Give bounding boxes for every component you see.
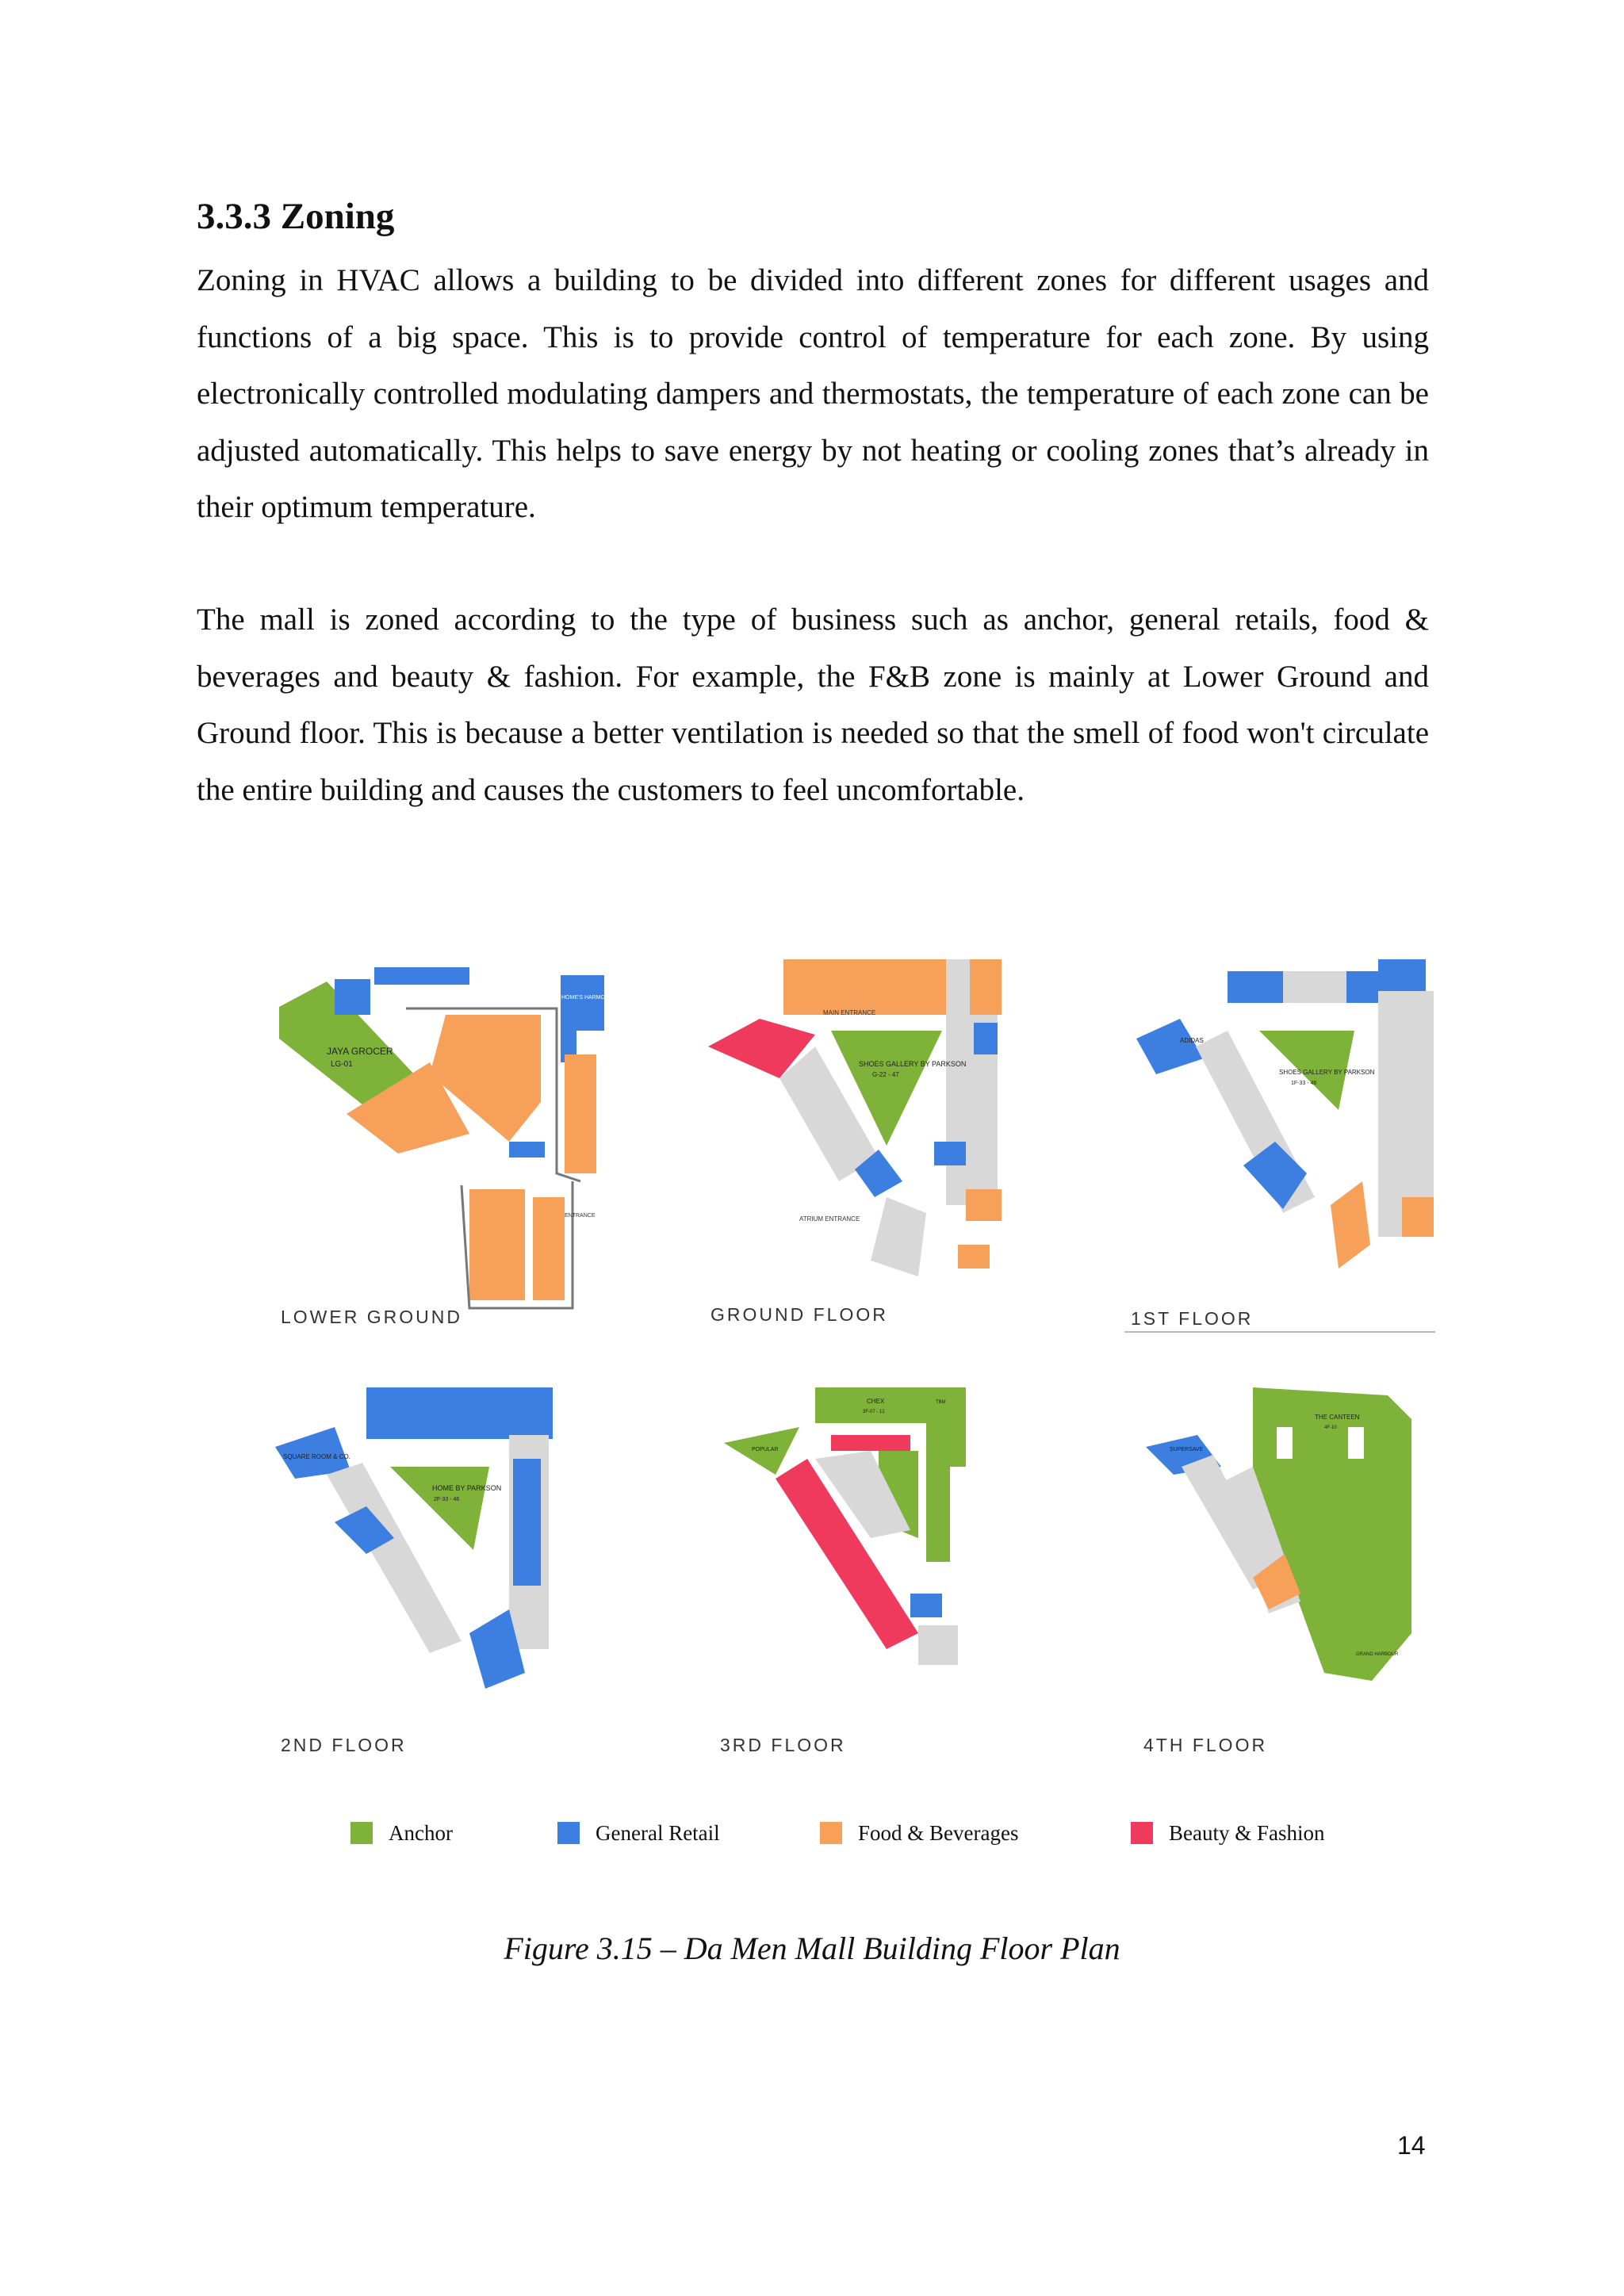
anchor-name-label: JAYA GROCER	[327, 1046, 393, 1057]
floor-plan-drawing	[1124, 943, 1457, 1316]
main-entrance-label: MAIN ENTRANCE	[823, 1009, 876, 1016]
floor-label: 3RD FLOOR	[720, 1735, 846, 1755]
anchor-name-label: SHOES GALLERY BY PARKSON	[1279, 1069, 1375, 1076]
legend-general-retail	[557, 1820, 720, 1846]
anchor-unit-label: LG-01	[331, 1060, 353, 1069]
floor-plan-lower-ground	[271, 943, 613, 1327]
legend-beauty-fashion	[1131, 1820, 1325, 1846]
legend-anchor	[350, 1820, 453, 1846]
floor-plan-drawing	[271, 943, 613, 1316]
paragraph-mall-zones: The mall is zoned according to the type of business such as anchor, general retails, food & beverages and beauty & fashion. For example, the F&B zone is mainly at Lower Ground and Ground floor. This is because a better ventilation is needed so that the smell of food won't circulate the entire building and causes the customers to feel uncomfortable.	[197, 603, 1429, 807]
legend-label: Anchor	[389, 1820, 453, 1845]
floor-label: LOWER GROUND	[281, 1307, 462, 1327]
shop-label-2: TBM	[936, 1400, 946, 1405]
anchor-name-label: SHOES GALLERY BY PARKSON	[859, 1060, 967, 1068]
entrance-label: ENTRANCE	[565, 1213, 596, 1219]
shop-label: SQUARE ROOM & CO.	[283, 1453, 350, 1460]
floor-plan-2nd-floor	[271, 1372, 604, 1755]
anchor-name-label: THE CANTEEN	[1315, 1414, 1360, 1421]
section-heading: 3.3.3 Zoning	[197, 196, 395, 237]
legend-label: General Retail	[596, 1820, 720, 1845]
legend-label: Food & Beverages	[858, 1820, 1019, 1845]
shop-label: ADIDAS	[1180, 1037, 1204, 1044]
legend-swatch	[557, 1822, 580, 1844]
anchor-name-label: CHEX	[867, 1398, 885, 1405]
shop-label: POPULAR	[752, 1447, 779, 1452]
shop-label-2: GRAND HARBOUR	[1356, 1652, 1399, 1657]
atrium-entrance-label: ATRIUM ENTRANCE	[799, 1215, 860, 1223]
anchor-unit-label: 1F-33 - 46	[1291, 1081, 1317, 1086]
legend-swatch	[350, 1822, 373, 1844]
page-number: 14	[1397, 2131, 1426, 2160]
legend-label: Beauty & Fashion	[1169, 1820, 1325, 1845]
paragraph-zoning-intro: Zoning in HVAC allows a building to be divided into different zones for different usages and functions of a big space. This is to provide control of temperature for each zone. By using electronically controlled modulating dampers and thermostats, the temperature of each zone can be adjusted automatically. This helps to save energy by not heating or cooling zones that’s already in their optimum temperature.	[197, 263, 1429, 524]
shop-label: HOME'S HARMONY	[561, 995, 613, 1001]
floor-plan-4th-floor	[1134, 1372, 1467, 1755]
floor-label: 4TH FLOOR	[1143, 1735, 1268, 1755]
anchor-unit-label: 4F-10	[1324, 1425, 1337, 1430]
floor-plan-drawing	[712, 1372, 1045, 1744]
floor-label: 1ST FLOOR	[1131, 1308, 1254, 1329]
anchor-name-label: HOME BY PARKSON	[432, 1484, 502, 1492]
legend-swatch	[1131, 1822, 1153, 1844]
figure-caption: Figure 3.15 – Da Men Mall Building Floor Plan	[504, 1931, 1120, 1966]
anchor-unit-label: G-22 - 47	[872, 1071, 899, 1078]
floor-plan-drawing	[271, 1372, 604, 1744]
floor-plan-drawing	[704, 943, 1037, 1316]
floor-label: GROUND FLOOR	[710, 1304, 888, 1325]
shop-label: SUPERSAVE	[1170, 1447, 1204, 1452]
floor-plan-drawing	[1134, 1372, 1467, 1744]
floor-plan-ground-floor	[704, 943, 1037, 1325]
legend-food-beverages	[820, 1820, 1018, 1846]
floor-plan-3rd-floor	[712, 1372, 1045, 1755]
anchor-unit-label: 2F-33 - 46	[434, 1497, 460, 1502]
floor-plan-1st-floor	[1124, 943, 1457, 1329]
legend-swatch	[820, 1822, 842, 1844]
anchor-unit-label: 3F-07 - 12	[863, 1410, 885, 1414]
floor-label: 2ND FLOOR	[281, 1735, 407, 1755]
